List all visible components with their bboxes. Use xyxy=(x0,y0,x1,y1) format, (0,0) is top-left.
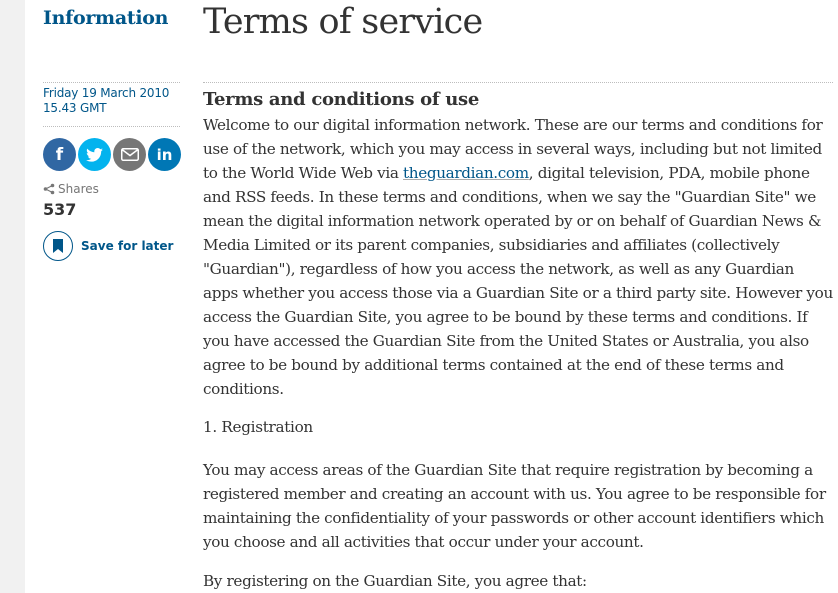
divider xyxy=(203,82,833,83)
linkedin-icon: in xyxy=(156,145,173,164)
share-buttons xyxy=(43,138,181,171)
article-subhead: Terms and conditions of use xyxy=(203,89,480,110)
email-share-button[interactable] xyxy=(113,138,146,171)
intro-paragraph xyxy=(203,113,833,401)
save-for-later-button[interactable] xyxy=(43,231,173,261)
twitter-icon xyxy=(86,148,103,162)
facebook-icon: f xyxy=(55,144,64,165)
divider xyxy=(43,126,180,127)
registration-paragraph: You may access areas of the Guardian Site that require registration by becoming a registered member and creating an account with us. You agree to be responsible for maintaining the confidentiality of your passwords or other account identifiers which you choose and all activities that occur under your account. xyxy=(203,461,826,551)
intro-text-start: Welcome to our digital information network. These are our terms and conditions for use of the network, which you may access in several ways, including but not limited to the World Wide Web via xyxy=(203,116,823,182)
share-icon xyxy=(43,183,55,195)
facebook-share-button[interactable] xyxy=(43,138,76,171)
bookmark-icon xyxy=(53,239,63,253)
shares-count: 537 xyxy=(43,200,77,219)
intro-text-end: , digital television, PDA, mobile phone and RSS feeds. In these terms and conditions, when we say the "Guardian Site" we mean the digital information network operated by or on behalf of Guardian News & Media Limited or its parent companies, subsidiaries and affiliates (collectively "Guardian"), regardless of how you access the network, as well as any Guardian apps whether you access those via a Guardian Site or a third party site. However you access the Guardian Site, you agree to be bound by these terms and conditions. If you have accessed the Guardian Site from the United States or Australia, you also agree to be bound by additional terms contained at the end of these terms and conditions. xyxy=(203,164,833,398)
publish-date: Friday 19 March 2010 xyxy=(43,86,170,100)
shares-label xyxy=(43,182,99,196)
section-heading-registration: 1. Registration xyxy=(203,418,313,436)
page xyxy=(25,0,838,593)
save-for-later-label: Save for later xyxy=(81,239,174,253)
email-icon xyxy=(121,148,139,161)
save-icon-circle xyxy=(43,231,73,261)
dateline xyxy=(43,86,169,116)
theguardian-link[interactable]: theguardian.com xyxy=(403,164,529,182)
page-title: Terms of service xyxy=(203,2,483,42)
twitter-share-button[interactable] xyxy=(78,138,111,171)
divider xyxy=(43,82,180,83)
shares-label-text: Shares xyxy=(58,182,99,196)
registration-agreement-paragraph: By registering on the Guardian Site, you agree that: xyxy=(203,572,587,590)
section-label-link[interactable]: Information xyxy=(43,7,169,29)
linkedin-share-button[interactable] xyxy=(148,138,181,171)
publish-time: 15.43 GMT xyxy=(43,101,107,115)
